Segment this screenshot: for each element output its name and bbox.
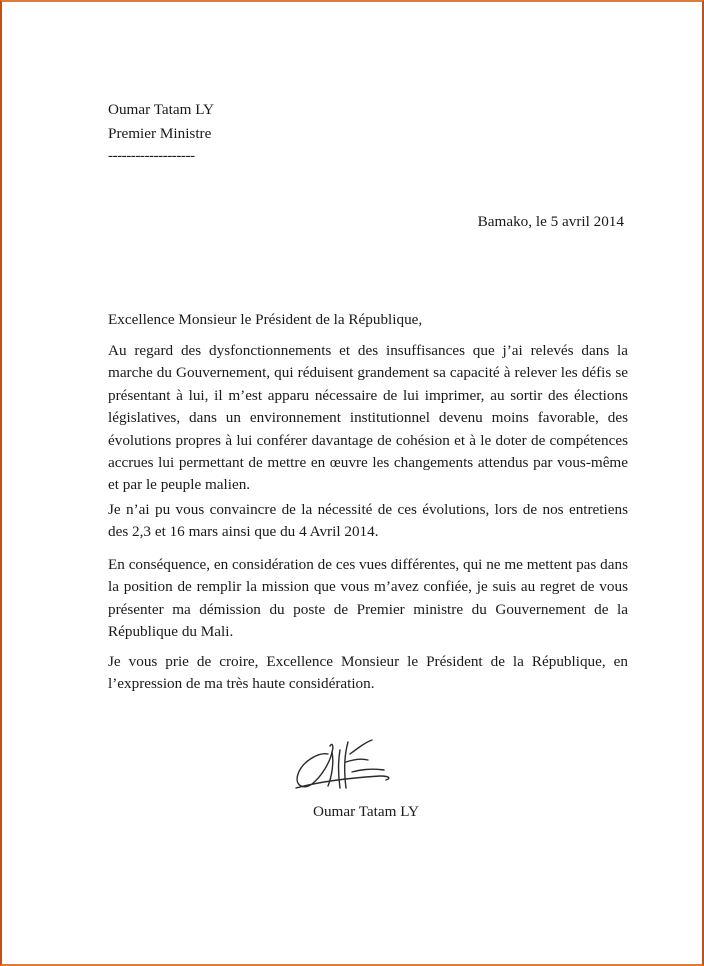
sender-title: Premier Ministre: [108, 125, 212, 142]
sender-separator: -------------------: [108, 147, 195, 164]
salutation: Excellence Monsieur le Président de la République,: [108, 311, 423, 328]
paragraph-2: [108, 499, 628, 544]
date-line: Bamako, le 5 avril 2014: [477, 213, 624, 230]
handwritten-signature: [288, 732, 398, 800]
paragraph-text: Au regard des dysfonctionnements et des insuffisances que j’ai relevés dans la marche du Gouvernement, qui réduisent grandement sa capacité à relever les défis se présentant à lui, il m’est apparu nécessaire de lui imprimer, au sortir des élections législatives, dans un environnement institutionnel devenu moins favorable, des évolutions propres à lui conférer davantage de cohésion et à le doter de compétences accrues lui permettant de mettre en œuvre les changements attendus par vous-même et par le peuple malien.: [108, 342, 628, 494]
paragraph-text: En conséquence, en considération de ces vues différentes, qui ne me mettent pas dans la position de remplir la mission que vous m’avez confiée, je suis au regret de vous présenter ma démission du poste de Premier ministre du Gouvernement de la République du Mali.: [108, 556, 628, 641]
paragraph-1: [108, 340, 628, 497]
signature-drawing: [288, 732, 398, 800]
paragraph-3: [108, 554, 628, 644]
paragraph-text: Je vous prie de croire, Excellence Monsieur le Président de la République, en l’expression de ma très haute considération.: [108, 653, 628, 693]
paragraph-text: Je n’ai pu vous convaincre de la nécessité de ces évolutions, lors de nos entretiens des 2,3 et 16 mars ainsi que du 4 Avril 2014.: [108, 501, 628, 541]
sender-name: Oumar Tatam LY: [108, 101, 214, 118]
paragraph-4: [108, 651, 628, 696]
signature-name: Oumar Tatam LY: [313, 803, 419, 820]
